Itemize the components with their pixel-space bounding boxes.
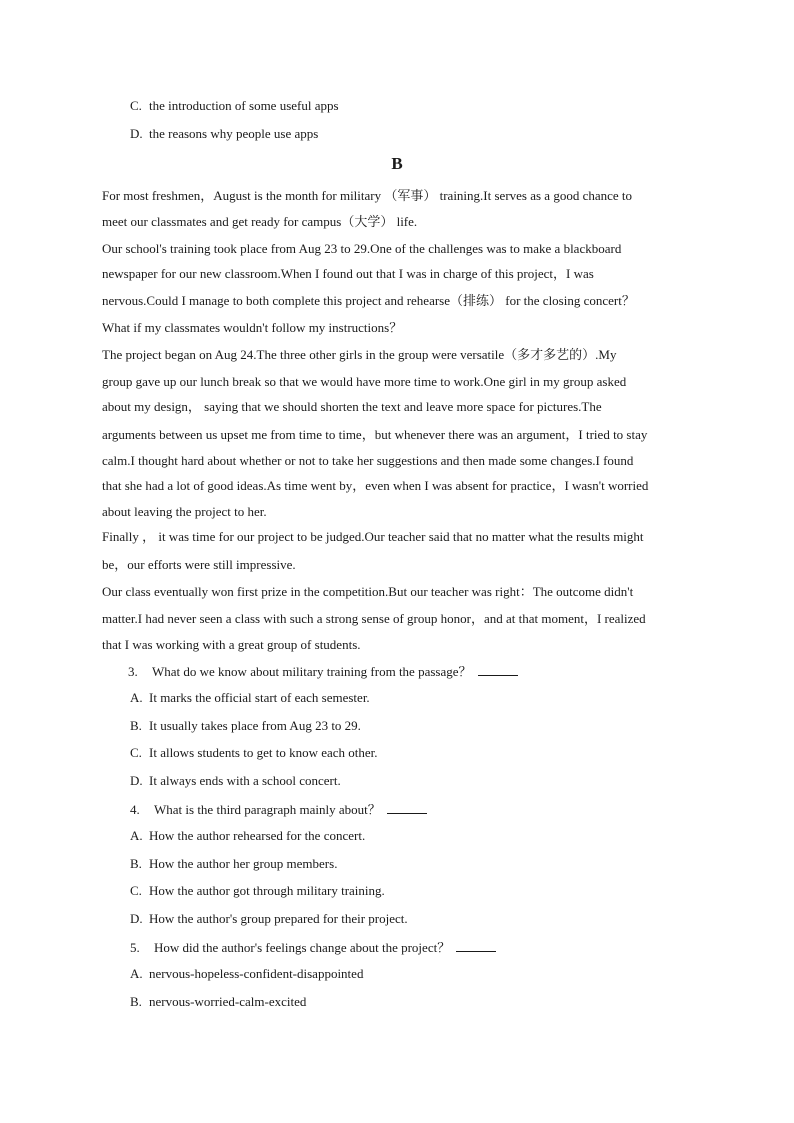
option-letter: C. (130, 883, 142, 898)
passage-line: be，our efforts were still impressive. (102, 557, 296, 572)
q4-option-b (130, 856, 337, 872)
q5-option-a (130, 966, 363, 982)
option-letter: D. (130, 911, 143, 926)
option-letter: B. (130, 718, 142, 733)
question-text: How did the author's feelings change about the project？ (154, 940, 451, 955)
option-text: How the author got through military training. (149, 883, 385, 898)
passage-line: that I was working with a great group of students. (102, 637, 361, 652)
passage-line: that she had a lot of good ideas.As time went by，even when I was absent for practice，I wasn't worried (102, 478, 649, 493)
question-text: What is the third paragraph mainly about？ (154, 802, 381, 817)
passage-line: group gave up our lunch break so that we would have more time to work.One girl in my group asked (102, 374, 627, 389)
option-letter: B. (130, 856, 142, 871)
question-4 (130, 801, 427, 818)
option-text: the introduction of some useful apps (149, 98, 339, 113)
passage-line: newspaper for our new classroom.When I found out that I was in charge of this project，I was (102, 266, 594, 281)
passage-line: Our school's training took place from Aug 23 to 29.One of the challenges was to make a blackboard (102, 241, 622, 256)
prev-option-c (130, 98, 339, 114)
passage-line: nervous.Could I manage to both complete this project and rehearse（排练） for the closing concert？ (102, 293, 635, 308)
passage-line: The project began on Aug 24.The three other girls in the group were versatile（多才多艺的）.My (102, 347, 617, 362)
option-letter: D. (130, 773, 143, 788)
answer-blank[interactable] (478, 663, 518, 676)
option-text: How the author her group members. (149, 856, 338, 871)
option-letter: C. (130, 745, 142, 760)
prev-option-d (130, 126, 318, 142)
passage-line: What if my classmates wouldn't follow my instructions？ (102, 320, 403, 335)
q3-option-c (130, 745, 378, 761)
option-letter: D. (130, 126, 143, 141)
question-text: What do we know about military training from the passage？ (152, 664, 472, 679)
option-text: How the author's group prepared for their project. (149, 911, 408, 926)
passage-line: about my design， saying that we should shorten the text and leave more space for pictures.The (102, 399, 602, 414)
passage-line: matter.I had never seen a class with such a strong sense of group honor，and at that moment，I realized (102, 611, 646, 626)
question-3 (128, 663, 518, 680)
passage-line: Finally ， it was time for our project to be judged.Our teacher said that no matter what the results might (102, 529, 644, 544)
option-text: It allows students to get to know each other. (149, 745, 378, 760)
question-number: 4. (130, 802, 140, 817)
option-text: nervous-worried-calm-excited (149, 994, 307, 1009)
question-number: 3. (128, 664, 138, 679)
option-text: the reasons why people use apps (149, 126, 319, 141)
option-text: It always ends with a school concert. (149, 773, 341, 788)
passage-line: arguments between us upset me from time to time，but whenever there was an argument，I tried to stay (102, 427, 648, 442)
option-text: It marks the official start of each semester. (149, 690, 370, 705)
question-number: 5. (130, 940, 140, 955)
q3-option-b (130, 718, 361, 734)
option-text: It usually takes place from Aug 23 to 29. (149, 718, 361, 733)
option-text: nervous-hopeless-confident-disappointed (149, 966, 364, 981)
passage-line: meet our classmates and get ready for campus（大学） life. (102, 214, 418, 229)
q3-option-a (130, 690, 370, 706)
q3-option-d (130, 773, 341, 789)
passage-line: about leaving the project to her. (102, 504, 267, 519)
question-5 (130, 939, 496, 956)
section-title: B (391, 154, 403, 173)
passage-line: calm.I thought hard about whether or not to take her suggestions and then made some changes.I found (102, 453, 634, 468)
answer-blank[interactable] (456, 939, 496, 952)
option-letter: B. (130, 994, 142, 1009)
passage-line: Our class eventually won first prize in the competition.But our teacher was right：The outcome didn't (102, 584, 634, 599)
option-text: How the author rehearsed for the concert. (149, 828, 366, 843)
answer-blank[interactable] (387, 801, 427, 814)
q4-option-a (130, 828, 365, 844)
option-letter: A. (130, 690, 143, 705)
q4-option-c (130, 883, 385, 899)
q4-option-d (130, 911, 408, 927)
passage-line: For most freshmen，August is the month for military （军事） training.It serves as a good chance to (102, 188, 633, 203)
option-letter: A. (130, 966, 143, 981)
option-letter: C. (130, 98, 142, 113)
option-letter: A. (130, 828, 143, 843)
q5-option-b (130, 994, 306, 1010)
